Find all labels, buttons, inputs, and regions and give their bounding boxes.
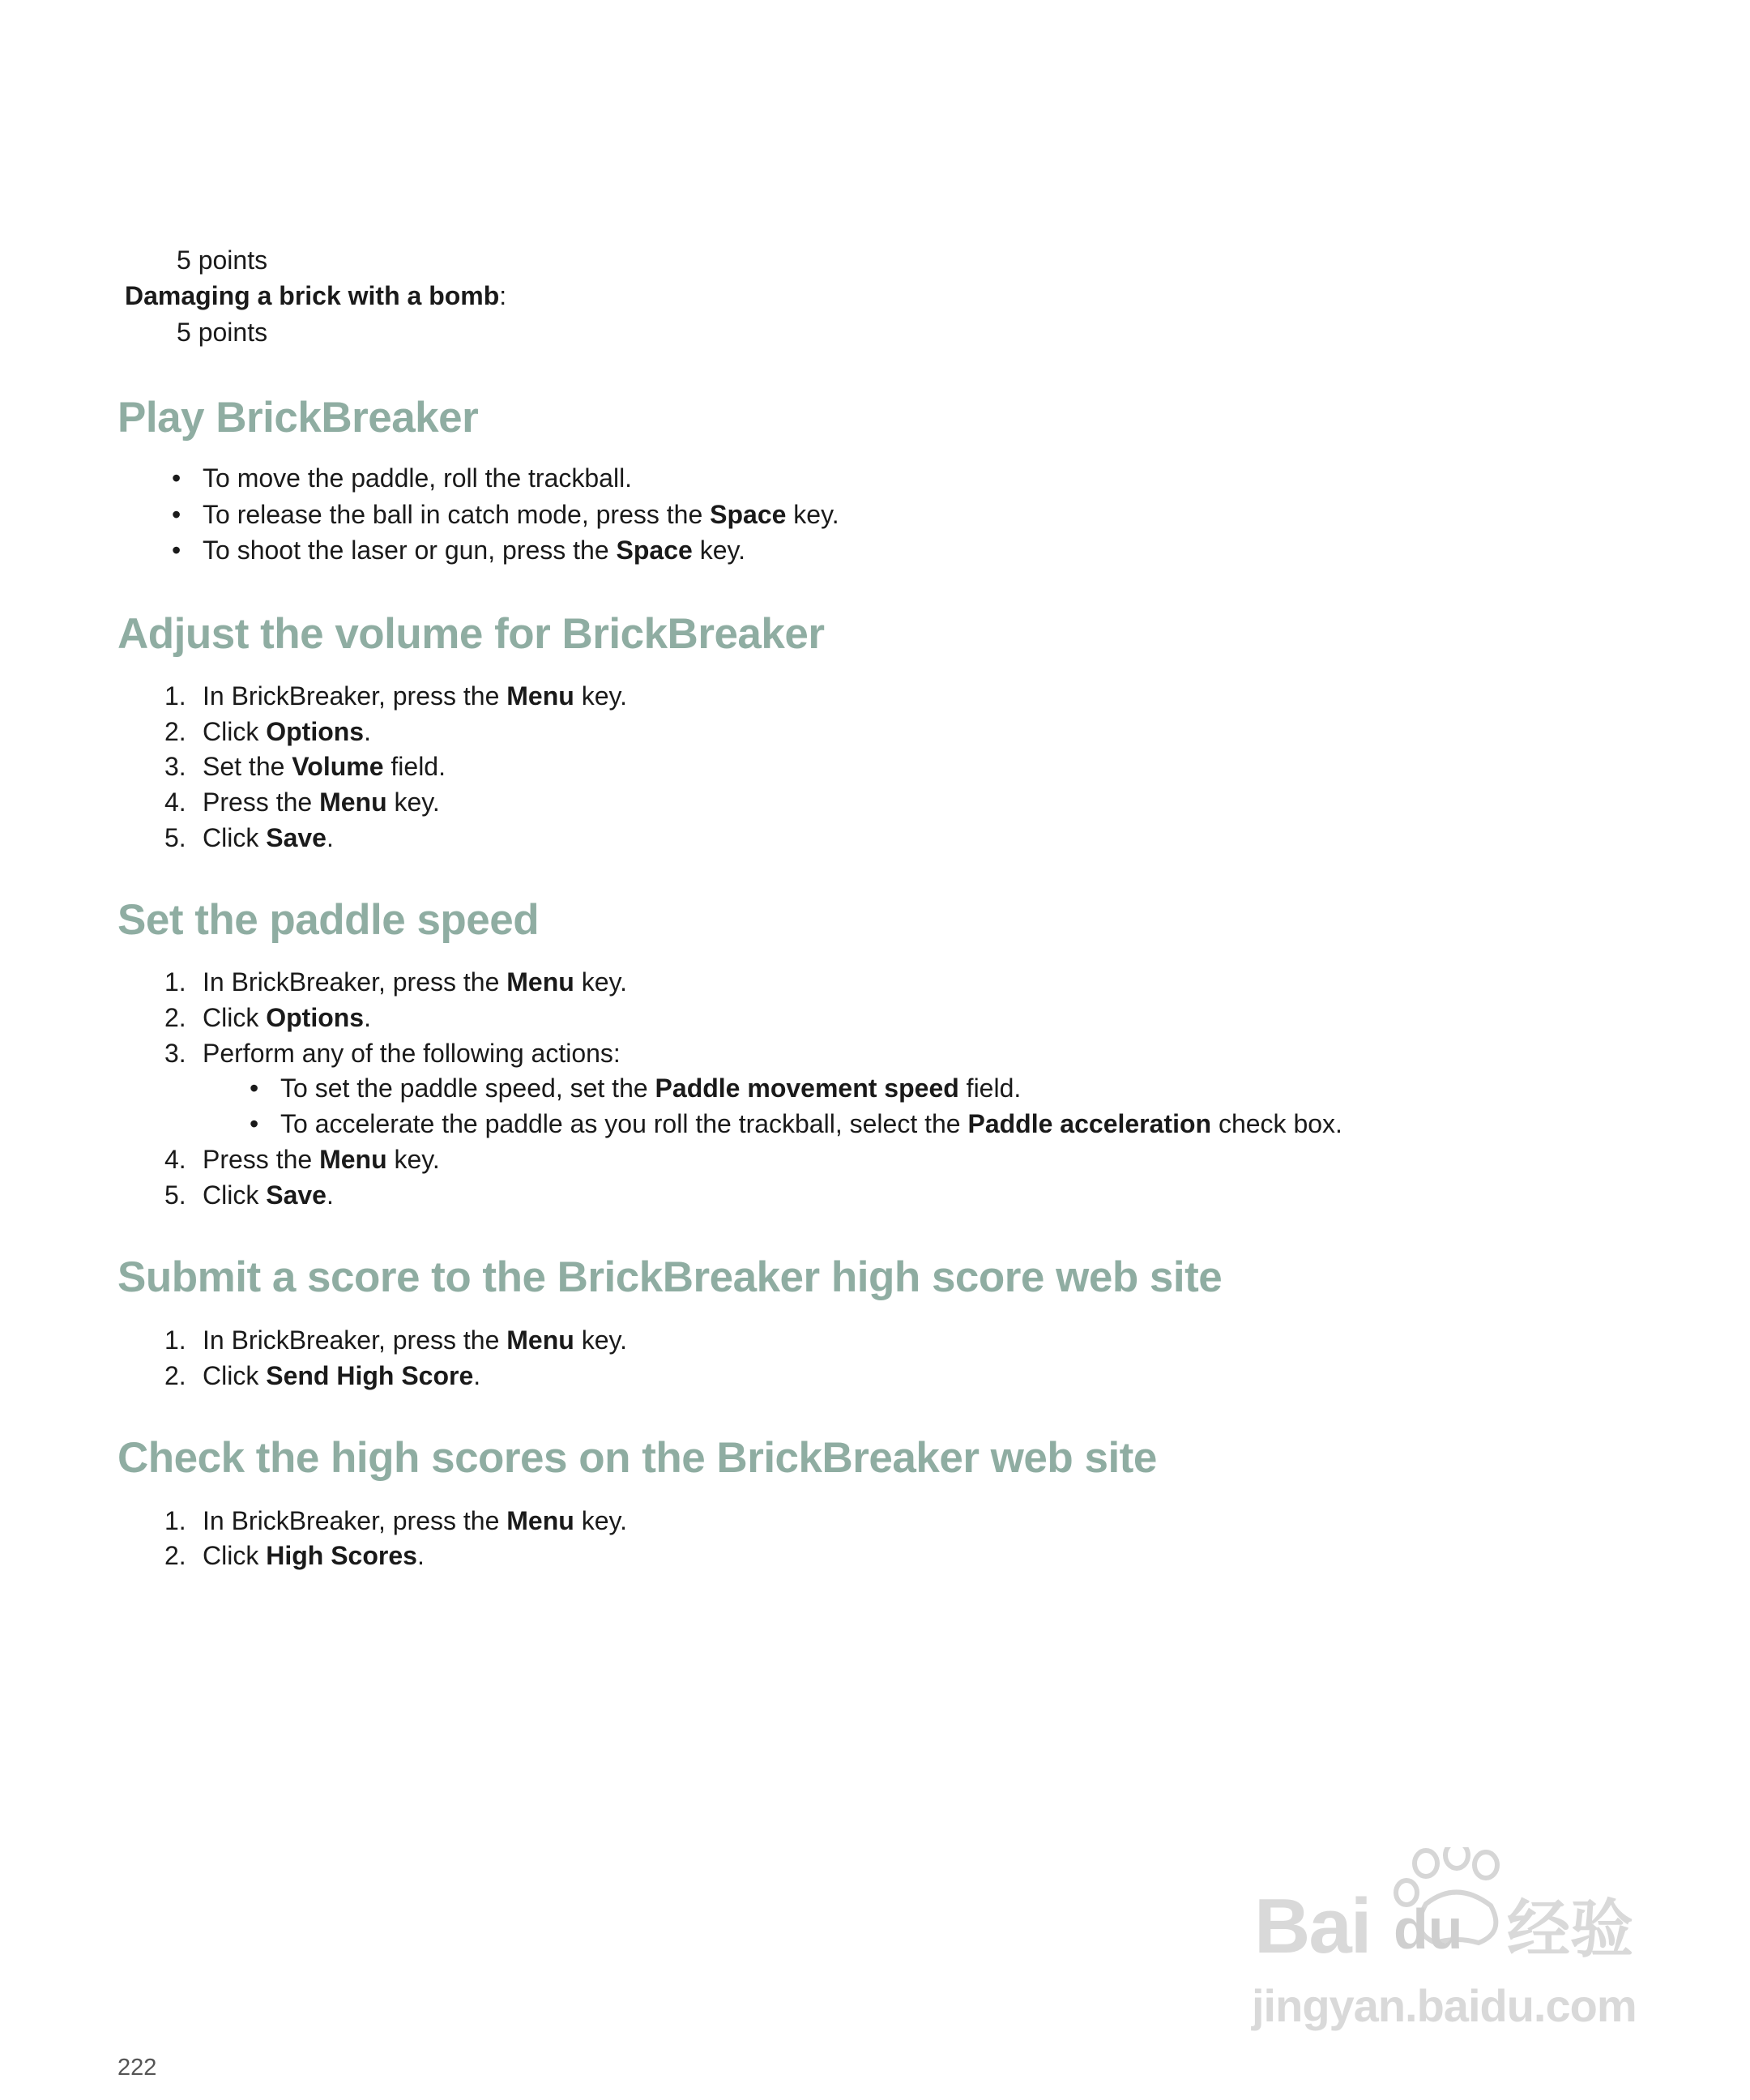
sub-list-item: To set the paddle speed, set the Paddle movement speed field. <box>280 1073 1022 1103</box>
bullet: • <box>250 1073 259 1103</box>
section-heading-check: Check the high scores on the BrickBreaker web site <box>117 1434 1157 1482</box>
step-text: In BrickBreaker, press the Menu key. <box>203 1506 628 1535</box>
step-text: Set the Volume field. <box>203 752 446 781</box>
step-number: 4. <box>164 1145 186 1174</box>
step-text: Click Send High Score. <box>203 1361 481 1390</box>
step-number: 3. <box>164 752 186 781</box>
list-item: To shoot the laser or gun, press the Space key. <box>203 536 745 565</box>
step-text: Click Options. <box>203 717 371 746</box>
baidu-jingyan-watermark <box>1248 1847 1669 2042</box>
scoring-term: Damaging a brick with a bomb: <box>125 281 507 310</box>
step-number: 2. <box>164 1003 186 1032</box>
step-text: In BrickBreaker, press the Menu key. <box>203 1325 628 1355</box>
step-text: Click Options. <box>203 1003 371 1032</box>
step-number: 2. <box>164 1361 186 1390</box>
step-text: Perform any of the following actions: <box>203 1039 621 1068</box>
bullet: • <box>172 500 181 529</box>
step-number: 1. <box>164 681 186 711</box>
step-number: 5. <box>164 1180 186 1210</box>
svg-text:du: du <box>1394 1897 1463 1961</box>
section-heading-volume: Adjust the volume for BrickBreaker <box>117 610 825 658</box>
sub-list-item: To accelerate the paddle as you roll the trackball, select the Paddle acceleration check box. <box>280 1109 1342 1138</box>
step-text: Click Save. <box>203 823 334 852</box>
step-number: 2. <box>164 1541 186 1570</box>
step-number: 2. <box>164 717 186 746</box>
svg-text:Bai: Bai <box>1254 1883 1371 1970</box>
step-number: 3. <box>164 1039 186 1068</box>
points-text: 5 points <box>177 245 268 275</box>
points-text: 5 points <box>177 318 268 347</box>
svg-text:经验: 经验 <box>1507 1893 1634 1966</box>
page-number: 222 <box>117 2055 157 2081</box>
bullet: • <box>172 536 181 565</box>
list-item: To move the paddle, roll the trackball. <box>203 463 633 493</box>
svg-text:jingyan.baidu.com: jingyan.baidu.com <box>1252 1980 1637 2031</box>
section-heading-paddle: Set the paddle speed <box>117 896 540 944</box>
bullet: • <box>250 1109 259 1138</box>
step-number: 1. <box>164 967 186 997</box>
step-number: 1. <box>164 1325 186 1355</box>
step-text: Press the Menu key. <box>203 788 440 817</box>
section-heading-submit: Submit a score to the BrickBreaker high score web site <box>117 1253 1223 1301</box>
step-number: 1. <box>164 1506 186 1535</box>
section-heading-play: Play BrickBreaker <box>117 394 479 442</box>
step-number: 5. <box>164 823 186 852</box>
step-text: Click Save. <box>203 1180 334 1210</box>
list-item: To release the ball in catch mode, press the Space key. <box>203 500 839 529</box>
step-text: In BrickBreaker, press the Menu key. <box>203 967 628 997</box>
step-number: 4. <box>164 788 186 817</box>
step-text: Press the Menu key. <box>203 1145 440 1174</box>
bullet: • <box>172 463 181 493</box>
step-text: Click High Scores. <box>203 1541 425 1570</box>
step-text: In BrickBreaker, press the Menu key. <box>203 681 628 711</box>
